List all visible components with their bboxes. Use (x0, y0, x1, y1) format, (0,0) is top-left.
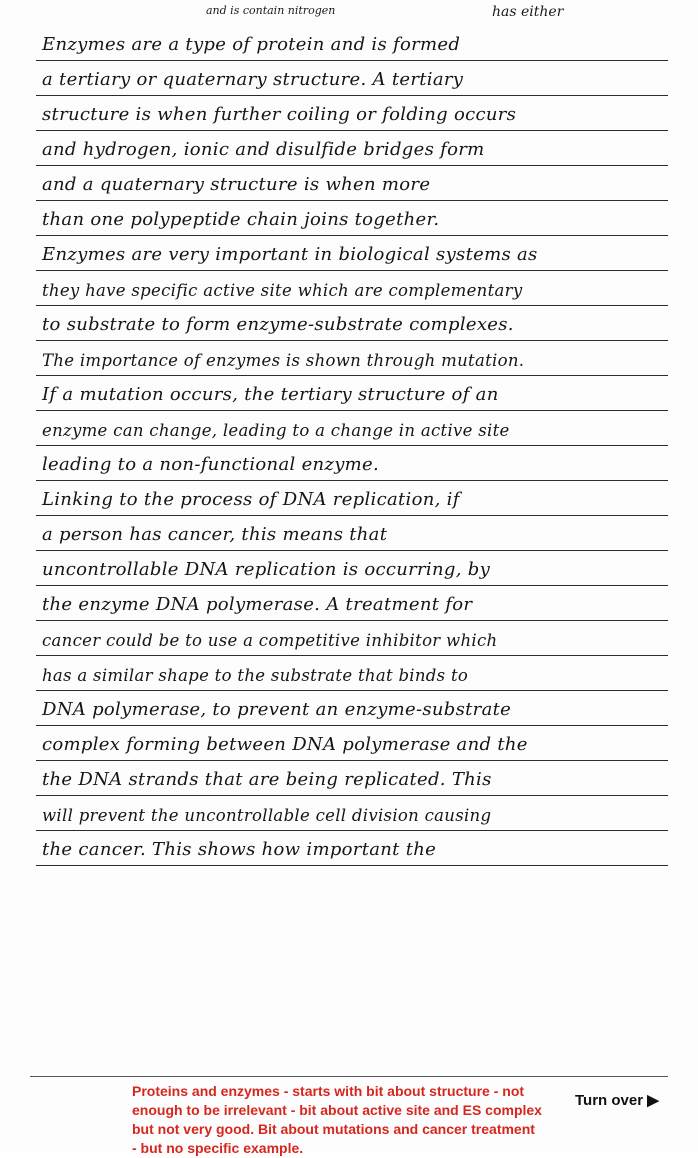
answer-line (36, 271, 668, 306)
answer-line (36, 61, 668, 96)
answer-line (36, 201, 668, 236)
answer-line-text: If a mutation occurs, the tertiary structure of an (42, 384, 499, 405)
answer-line (36, 446, 668, 481)
answer-line (36, 481, 668, 516)
answer-line (36, 761, 668, 796)
insertion-top-right: has either (492, 4, 564, 20)
answer-line-text: a person has cancer, this means that (42, 524, 388, 545)
answer-line (36, 306, 668, 341)
answer-line (36, 411, 668, 446)
answer-line-text: complex forming between DNA polymerase and the (42, 734, 528, 755)
answer-line-text: will prevent the uncontrollable cell division causing (42, 806, 492, 825)
answer-line-text: DNA polymerase, to prevent an enzyme-substrate (42, 699, 512, 720)
answer-line (36, 131, 668, 166)
answer-line (36, 726, 668, 761)
answer-line-text: and a quaternary structure is when more (42, 174, 431, 195)
answer-line (36, 831, 668, 866)
answer-line-text: Enzymes are very important in biological systems as (42, 244, 538, 265)
answer-line-text: than one polypeptide chain joins together. (42, 209, 440, 230)
answer-line-text: The importance of enzymes is shown through mutation. (42, 351, 525, 370)
answer-line-text: Enzymes are a type of protein and is formed (42, 34, 461, 55)
answer-line (36, 796, 668, 831)
answer-line (36, 96, 668, 131)
answer-line-text: the enzyme DNA polymerase. A treatment for (42, 594, 473, 615)
answer-line-text: leading to a non-functional enzyme. (42, 454, 380, 475)
answer-line-text: they have specific active site which are complementary (42, 281, 523, 300)
answer-line-text: the cancer. This shows how important the (42, 839, 437, 860)
answer-line (36, 341, 668, 376)
insertion-top-left: and is contain nitrogen (206, 4, 336, 17)
answer-line-text: structure is when further coiling or folding occurs (42, 104, 517, 125)
answer-line (36, 26, 668, 61)
answer-line (36, 621, 668, 656)
answer-line (36, 236, 668, 271)
handwritten-answer (36, 26, 668, 866)
answer-line-text: a tertiary or quaternary structure. A tertiary (42, 69, 464, 90)
answer-line (36, 656, 668, 691)
answer-line-text: has a similar shape to the substrate that binds to (42, 666, 469, 685)
answer-line-text: the DNA strands that are being replicated. This (42, 769, 492, 790)
answer-line-text: cancer could be to use a competitive inhibitor which (42, 631, 498, 650)
answer-line-text: Linking to the process of DNA replication, if (42, 489, 460, 510)
answer-line-text: uncontrollable DNA replication is occurring, by (42, 559, 491, 580)
answer-line (36, 586, 668, 621)
page-divider (30, 1076, 668, 1077)
answer-line (36, 166, 668, 201)
turn-over-label: Turn over ▶ (575, 1092, 659, 1109)
answer-line (36, 691, 668, 726)
examiner-comment: Proteins and enzymes - starts with bit about structure - not enough to be irrelevant - bit about active site and ES complex but not very good. Bit about mutations and cancer treatment - but no specific example. (132, 1083, 542, 1156)
answer-line-text: to substrate to form enzyme-substrate complexes. (42, 314, 514, 335)
answer-line-text: enzyme can change, leading to a change in active site (42, 421, 510, 440)
answer-line (36, 551, 668, 586)
answer-line (36, 376, 668, 411)
answer-line (36, 516, 668, 551)
answer-line-text: and hydrogen, ionic and disulfide bridges form (42, 139, 485, 160)
